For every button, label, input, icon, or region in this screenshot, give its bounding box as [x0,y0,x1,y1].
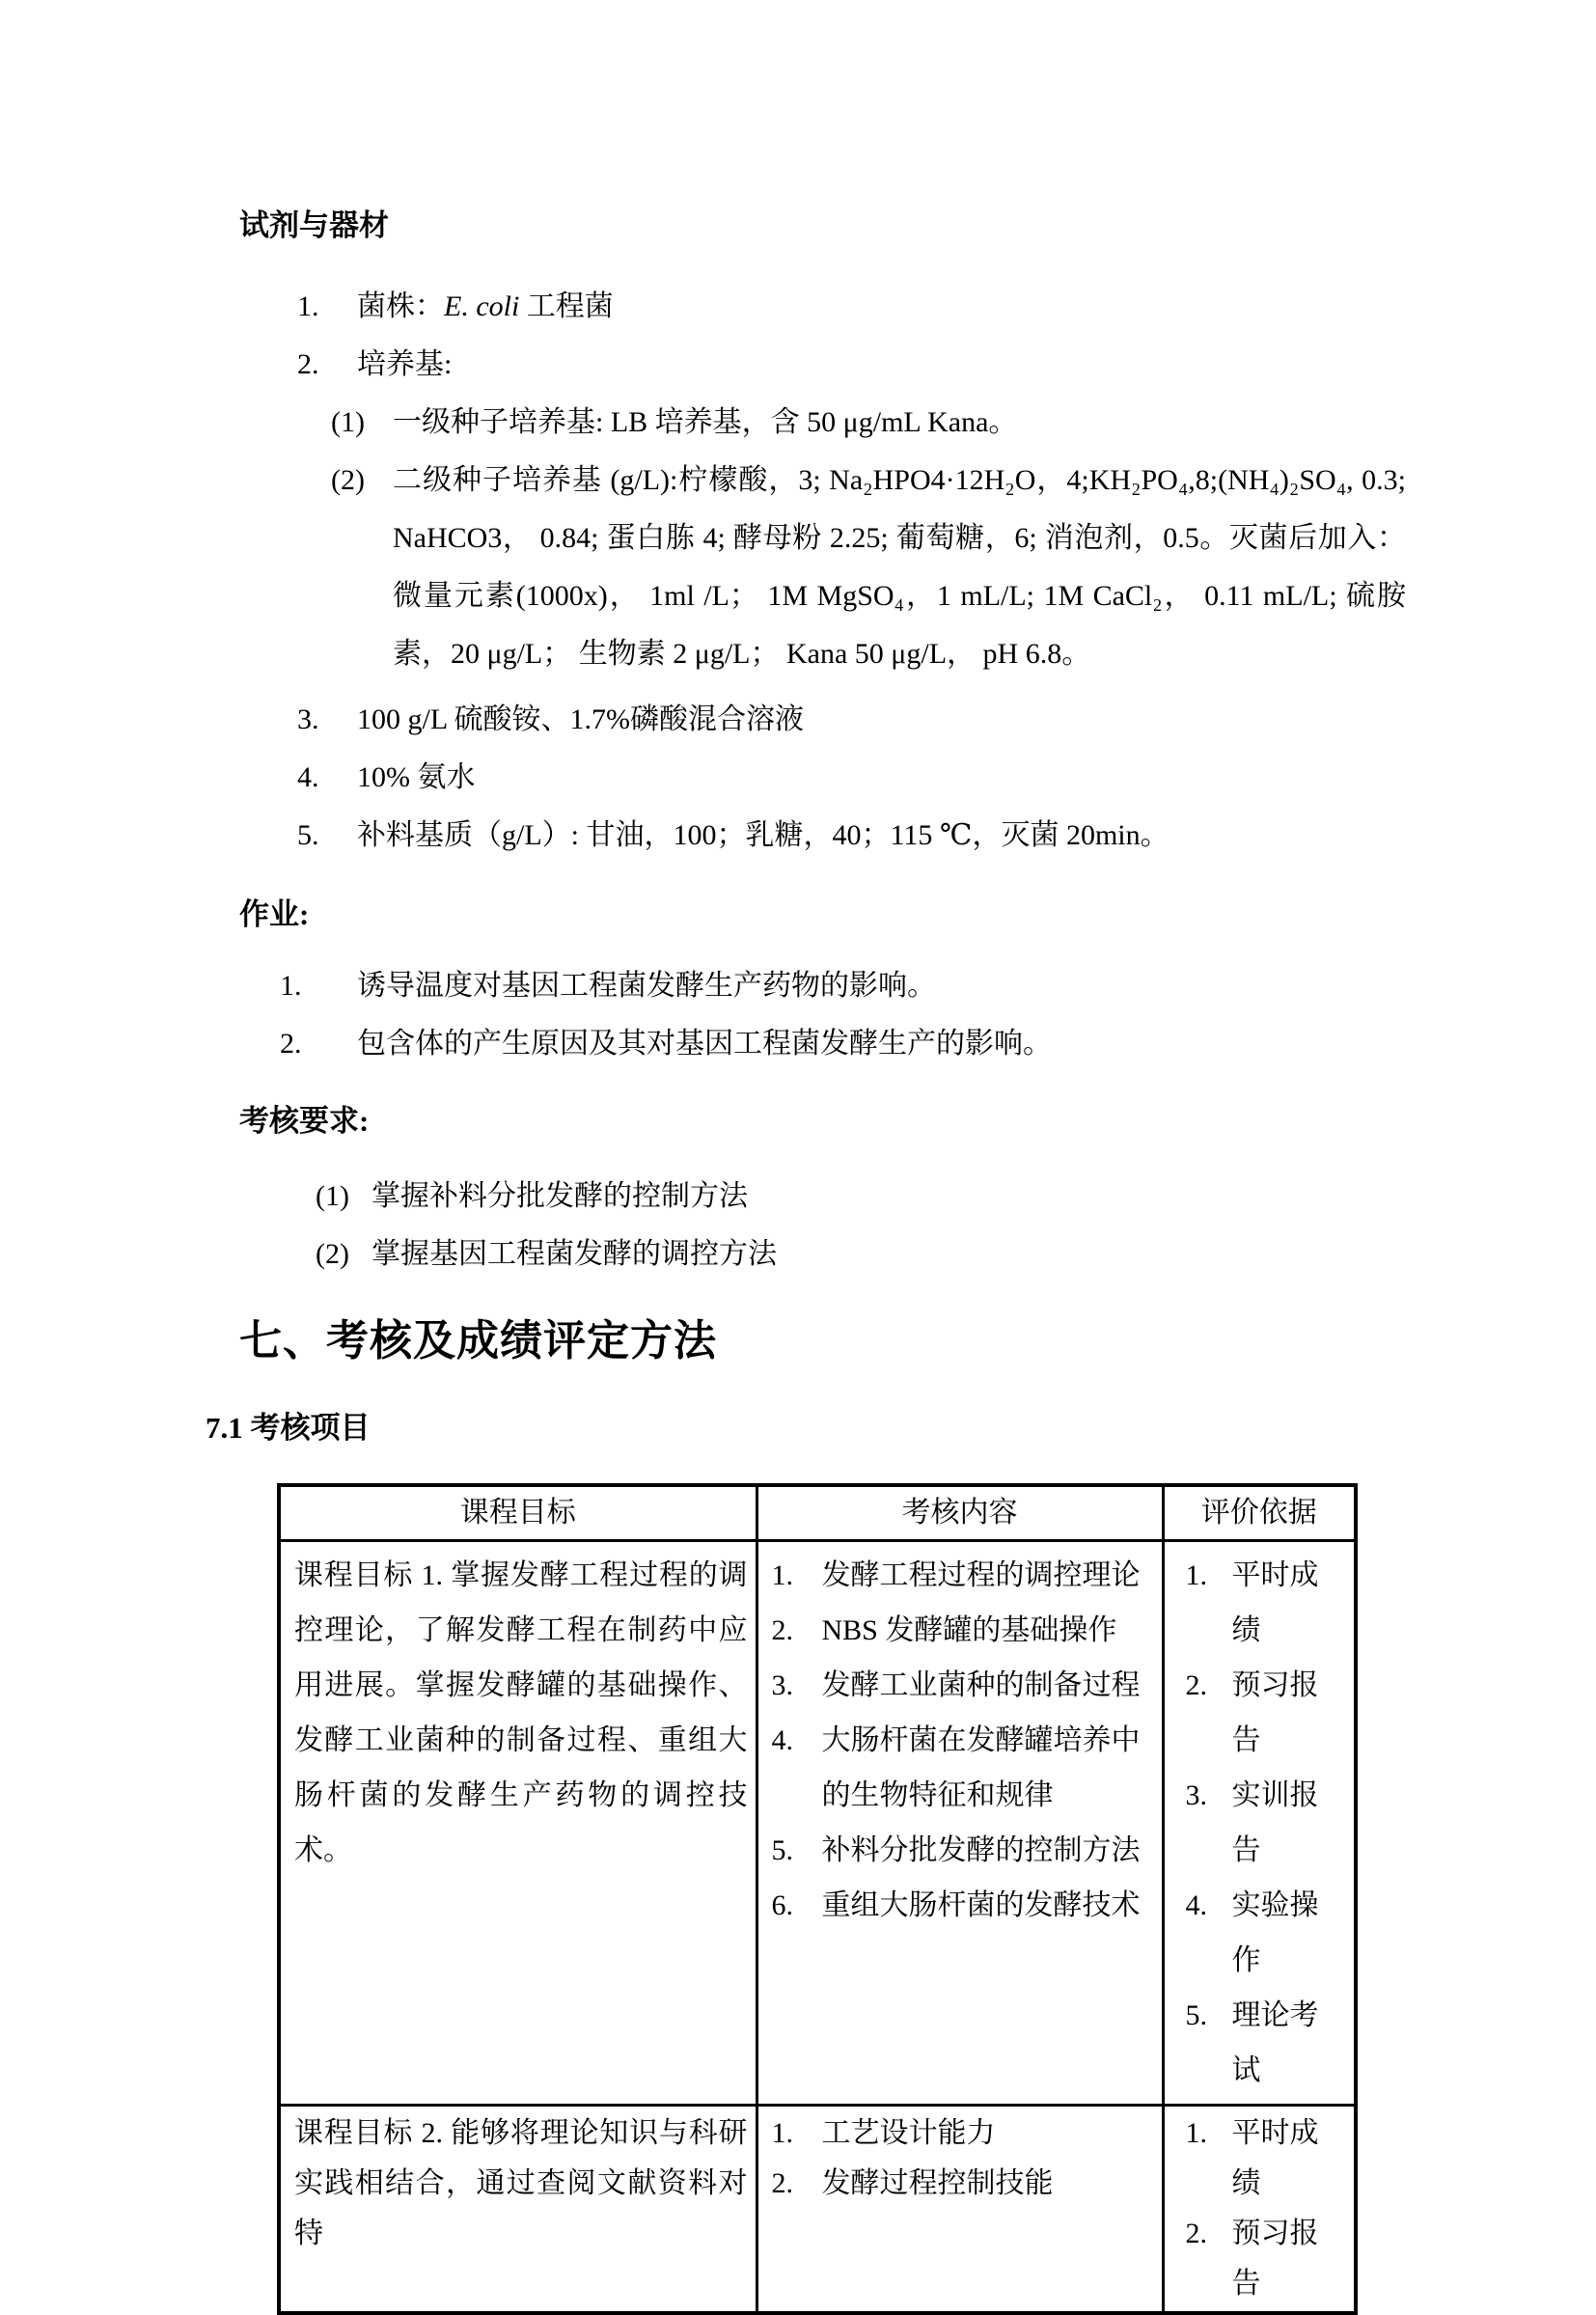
objective-2-text: 课程目标 2. 能够将理论知识与科研实践相结合，通过查阅文献资料对特 [294,2117,748,2249]
table-list-item [772,1548,1154,1603]
assessment-table [277,1483,1358,2315]
table-list-item-text: 实训报告 [1231,1779,1319,1866]
reagent-item-3 [297,691,1406,749]
list-number: (2) [331,464,365,496]
objective-cell-1 [279,1541,757,2106]
reagents-heading: 试剂与器材 [239,208,389,242]
chapter-heading: 七、考核及成绩评定方法 [239,1317,717,1364]
table-list-item [1186,1768,1347,1878]
table-list-item [772,1658,1154,1713]
list-number: 1. [1185,1559,1207,1591]
table-list-item [1186,1548,1347,1658]
reagent-item-5-text: 补料基质（g/L）: 甘油，100；乳糖，40；115 ℃，灭菌 20min。 [357,819,1169,851]
list-number: 1. [280,970,302,1002]
table-list-item-text: 重组大肠杆菌的发酵技术 [821,1889,1141,1921]
table-header-row [279,1485,1356,1541]
column-header-assessment-content: 考核内容 [757,1485,1163,1541]
medium-sub-item-2-text: 二级种子培养基 (g/L):柠檬酸，3; Na₂HPO4·12H₂O，4;KH₂PO₄,8;(NH₄)₂SO₄, 0.3; NaHCO3， 0.84; 蛋白胨 4; 酵母粉 2.25; 葡萄糖，6; 消泡剂，0.5。灭菌后加入： 微量元素(1000x)， 1ml /L； 1M MgSO₄，1 mL/L; 1M CaCl₂， 0.11 mL/L; 硫胺素，20 μg/L； 生物素 2 μg/L； Kana 50 μg/L， pH 6.8。 [393,464,1406,670]
list-number: 5. [771,1834,793,1866]
content-cell-1 [757,1541,1163,2106]
list-number: 1. [771,2117,793,2149]
list-number: 1. [771,1559,793,1591]
list-number: (1) [331,406,365,438]
table-list-item [772,1713,1154,1823]
medium-sub-item-1 [331,394,1406,452]
homework-item-2-text: 包含体的产生原因及其对基因工程菌发酵生产的影响。 [357,1028,1052,1060]
table-list-item-text: 理论考试 [1231,1999,1319,2086]
homework-heading: 作业: [239,897,310,931]
list-number: (1) [316,1180,349,1212]
table-list-item-text: NBS 发酵罐的基础操作 [821,1614,1117,1646]
column-header-course-objective: 课程目标 [279,1485,757,1541]
list-number: 5. [297,819,319,851]
reagent-item-1-text [357,278,1406,336]
list-number: 1. [297,290,319,322]
table-list-item-text: 发酵工程过程的调控理论 [821,1559,1141,1591]
table-list-item [1186,1878,1347,1988]
requirement-item-2-text: 掌握基因工程菌发酵的调控方法 [371,1238,777,1270]
requirement-item-1-text: 掌握补料分批发酵的控制方法 [371,1180,748,1212]
table-list-item [772,1603,1154,1658]
homework-item-1 [280,957,1406,1015]
table-list-item-text: 平时成绩 [1231,1559,1319,1646]
content-cell-2 [757,2106,1163,2314]
table-row [279,1541,1356,2106]
reagent-item-4-text: 10% 氨水 [357,761,476,793]
table-list-item [1186,2108,1347,2209]
table-list-item [1186,1988,1347,2098]
table-list-item [1186,1658,1347,1768]
list-number: 3. [1185,1779,1207,1811]
requirement-item-1 [316,1168,1406,1226]
species-name: E. coli [444,290,520,322]
table-list-item-text: 平时成绩 [1231,2117,1319,2199]
list-number: 4. [297,761,319,793]
list-number: 2. [771,1614,793,1646]
table-list-item-text: 发酵过程控制技能 [821,2167,1054,2199]
column-header-evaluation-basis: 评价依据 [1163,1485,1356,1541]
list-number: 2. [1185,2218,1207,2249]
objective-cell-2 [279,2106,757,2314]
table-list-item-text: 补料分批发酵的控制方法 [821,1834,1141,1866]
chapter-subheading: 7.1 考核项目 [206,1411,371,1445]
strain-label: 菌株： [357,290,444,322]
table-list-item [772,2108,1154,2159]
requirements-heading: 考核要求: [239,1104,370,1138]
table-list-item-text: 发酵工业菌种的制备过程 [821,1669,1141,1701]
strain-suffix: 工程菌 [519,290,614,322]
medium-sub-item-1-text: 一级种子培养基: LB 培养基，含 50 μg/mL Kana。 [393,406,1018,438]
table-list-item [772,1823,1154,1878]
table-row [279,2106,1356,2314]
list-number: 2. [280,1028,302,1060]
list-number: 4. [771,1724,793,1756]
table-list-item-text: 工艺设计能力 [821,2117,996,2149]
table-list-item [772,2159,1154,2209]
reagent-item-2 [297,336,1406,394]
reagent-item-4 [297,749,1406,807]
table-list-item-text: 大肠杆菌在发酵罐培养中的生物特征和规律 [821,1724,1141,1811]
list-number: 3. [771,1669,793,1701]
table-list-item [772,1878,1154,1933]
list-number: 2. [1185,1669,1207,1701]
list-number: 3. [297,703,319,735]
list-number: 2. [297,348,319,380]
table-list-item-text: 预习报告 [1231,2218,1319,2300]
list-number: 5. [1185,1999,1207,2031]
list-number: 4. [1185,1889,1207,1921]
medium-sub-item-2 [331,452,1406,683]
basis-cell-2 [1163,2106,1356,2314]
reagent-item-3-text: 100 g/L 硫酸铵、1.7%磷酸混合溶液 [357,703,805,735]
requirement-item-2 [316,1226,1406,1283]
table-list-item-text: 预习报告 [1231,1669,1319,1756]
table-list-item [1186,2209,1347,2309]
homework-item-1-text: 诱导温度对基因工程菌发酵生产药物的影响。 [357,970,936,1002]
basis-cell-1 [1163,1541,1356,2106]
homework-item-2 [280,1015,1406,1073]
list-number: 2. [771,2167,793,2199]
reagent-item-5 [297,807,1406,865]
reagent-item-2-text: 培养基: [357,348,453,380]
list-number: 1. [1185,2117,1207,2149]
list-number: 6. [771,1889,793,1921]
list-number: (2) [316,1238,349,1270]
table-list-item-text: 实验操作 [1231,1889,1319,1976]
objective-1-text: 课程目标 1. 掌握发酵工程过程的调控理论，了解发酵工程在制药中应用进展。掌握发酵罐的基础操作、发酵工业菌种的制备过程、重组大肠杆菌的发酵生产药物的调控技术。 [294,1559,748,1866]
reagent-item-1 [297,278,1406,336]
